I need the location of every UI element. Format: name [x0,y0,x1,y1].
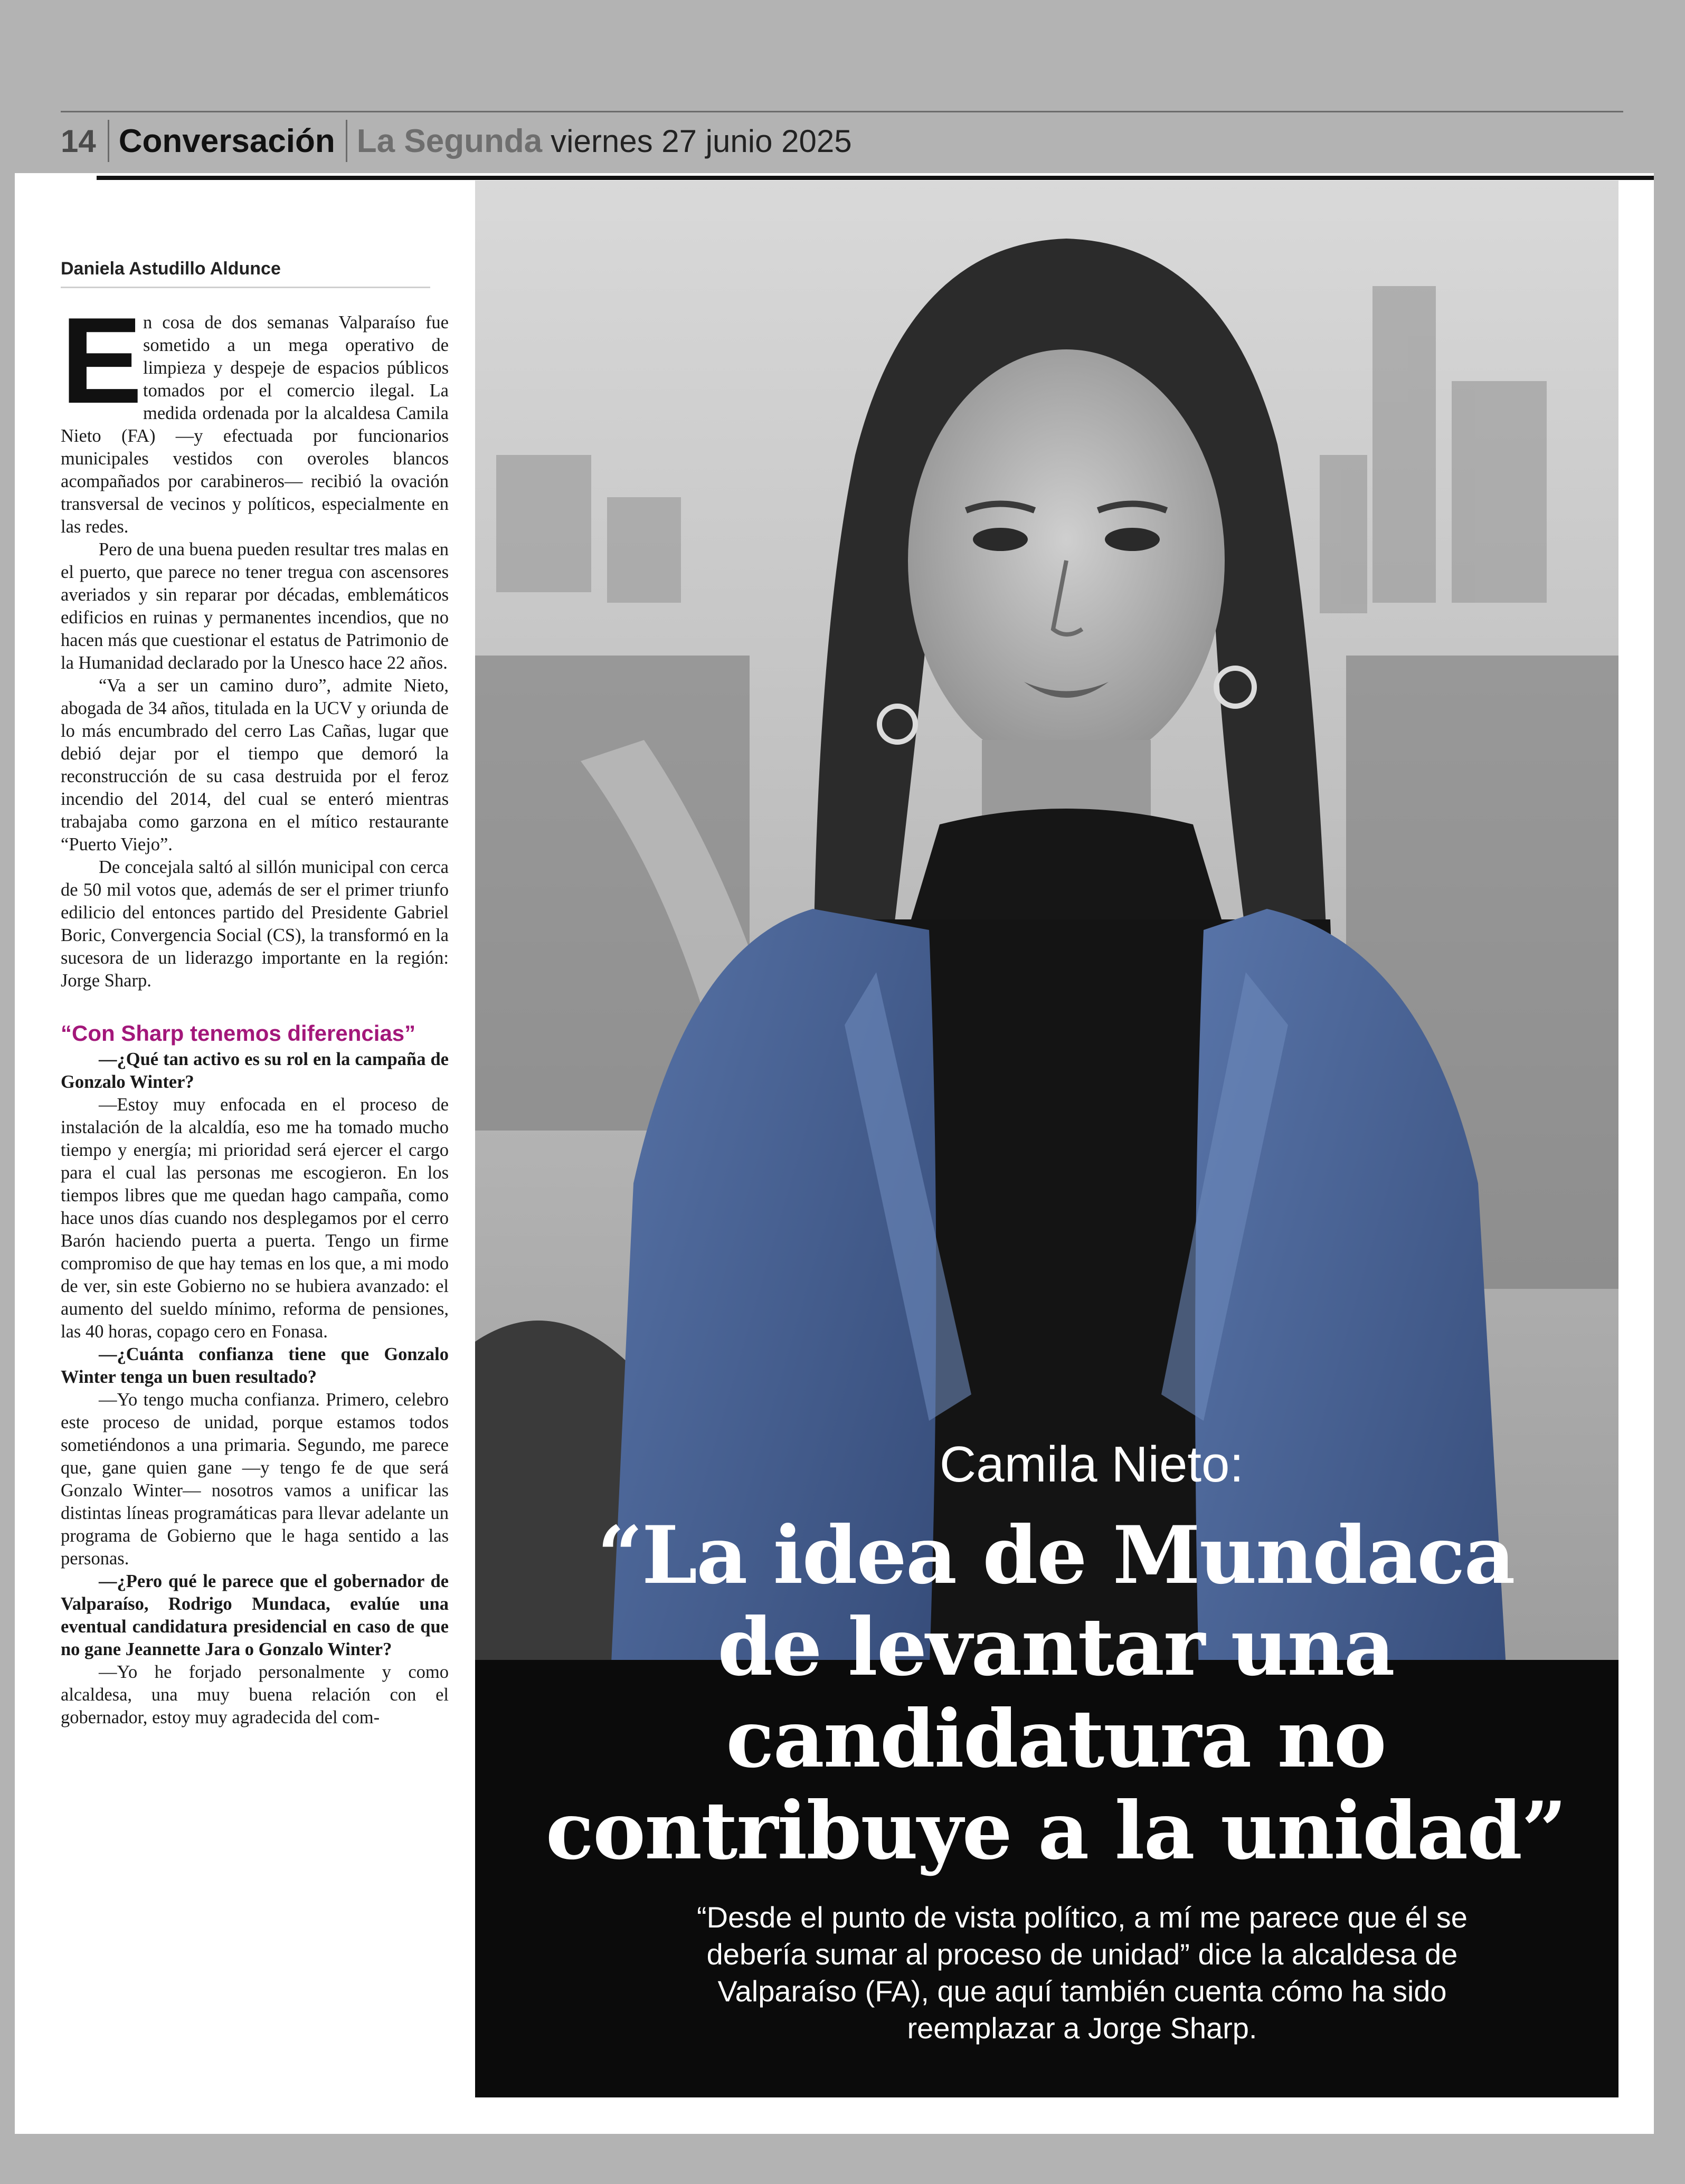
newspaper-name: La Segunda [356,122,543,159]
interview-answer: —Estoy muy enfocada en el proceso de instalación de la alcaldía, eso me ha tomado mucho tiempo y energía; mi prioridad será ejercer el cargo para el cual las personas me escogieron. En los tiempos libres que me quedan hago campaña, como hace unos días cuando nos desplegamos por el cerro Barón haciendo puerta a puerta. Tengo un firme compromiso de que hay temas en los que, a mi modo de ver, sin este Gobierno no se hubiera avanzado: el aumento del sueldo mínimo, reforma de pensiones, las 40 horas, copago cero en Fonasa. [61,1095,449,1342]
page-header [61,117,852,165]
article-paragraph: “Va a ser un camino duro”, admite Nieto, abogada de 34 años, titulada en la UCV y oriunda de lo más encumbrado del cerro Las Cañas, lugar que debió dejar por el tiempo que demoró la reconstrucción de su casa destruida por el feroz incendio del 2014, del cual se enteró mientras trabajaba como garzona en el mítico restaurante “Puerto Viejo”. [61,676,449,854]
byline: Daniela Astudillo Aldunce [61,259,430,288]
headline-line: contribuye a la unidad” [545,1784,1566,1877]
interview-question: —¿Pero qué le parece que el gobernador de Valparaíso, Rodrigo Mundaca, evalúe una eventual candidatura presidencial en caso de que no gane Jeannette Jara o Gonzalo Winter? [61,1571,449,1659]
article-paragraph: Pero de una buena pueden resultar tres malas en el puerto, que parece no tener tregua con ascensores averiados y sin reparar por décadas, emblemáticos edificios en ruinas y permanentes incendios, que no hacen más que cuestionar el estatus de Patrimonio de la Humanidad declarado por la Unesco hace 22 años. [61,539,449,673]
article-column [61,292,449,1729]
headline-line: candidatura no [726,1693,1386,1786]
drop-cap: E [61,292,143,429]
headline-line: de levantar una [717,1601,1394,1694]
interview-answer: —Yo tengo mucha confianza. Primero, celebro este proceso de unidad, porque estamos todos sometiéndonos a una primaria. Segundo, me parece que, gane quien gane —y tengo fe de que será Gonzalo Winter— nosotros vamos a unificar las distintas líneas programáticas para llevar adelante un programa de Gobierno que le haga sentido a las personas. [61,1390,449,1569]
interview-answer: —Yo he forjado personalmente y como alcaldesa, una muy buena relación con el gobernador, estoy muy agradecida del com- [61,1662,449,1727]
header-divider [346,120,347,162]
section-name: Conversación [118,122,335,159]
article-paragraph: De concejala saltó al sillón municipal con cerca de 50 mil votos que, además de ser el primer triunfo edilicio del entonces partido del Presidente Gabriel Boric, Convergencia Social (CS), la transformó en la sucesora de un liderazgo importante en la región: Jorge Sharp. [61,857,449,991]
section-subhead: “Con Sharp tenemos diferencias” [61,1021,416,1046]
interview-question: —¿Cuánta confianza tiene que Gonzalo Winter tenga un buen resultado? [61,1344,449,1387]
top-rule [97,176,1654,180]
header-divider [108,120,109,162]
headline-kicker: Camila Nieto: [939,1436,1244,1493]
article-paragraph: En cosa de dos semanas Valparaíso fue sometido a un mega operativo de limpieza y despeje de espacios públicos tomados por el comercio ilegal. La medida ordenada por la alcaldesa Camila Nieto (FA) —y efectuada por funcionarios municipales vestidos con overoles blancos acompañados por carabineros— recibió la ovación transversal de vecinos y políticos, especialmente en las redes. [61,292,449,537]
issue-date: viernes 27 junio 2025 [551,123,852,159]
headline-deck: “Desde el punto de vista político, a mí me parece que él se debería sumar al proceso de unidad” dice la alcaldesa de Valparaíso (FA), que aquí también cuenta cómo ha sido reemplazar a Jorge Sharp. [697,1901,1468,2045]
interview-question: —¿Qué tan activo es su rol en la campaña de Gonzalo Winter? [61,1049,449,1092]
headline-line: “La idea de Mundaca [597,1509,1514,1602]
page-number: 14 [61,123,96,159]
main-headline [528,1509,1584,1877]
header-rule [61,111,1623,112]
